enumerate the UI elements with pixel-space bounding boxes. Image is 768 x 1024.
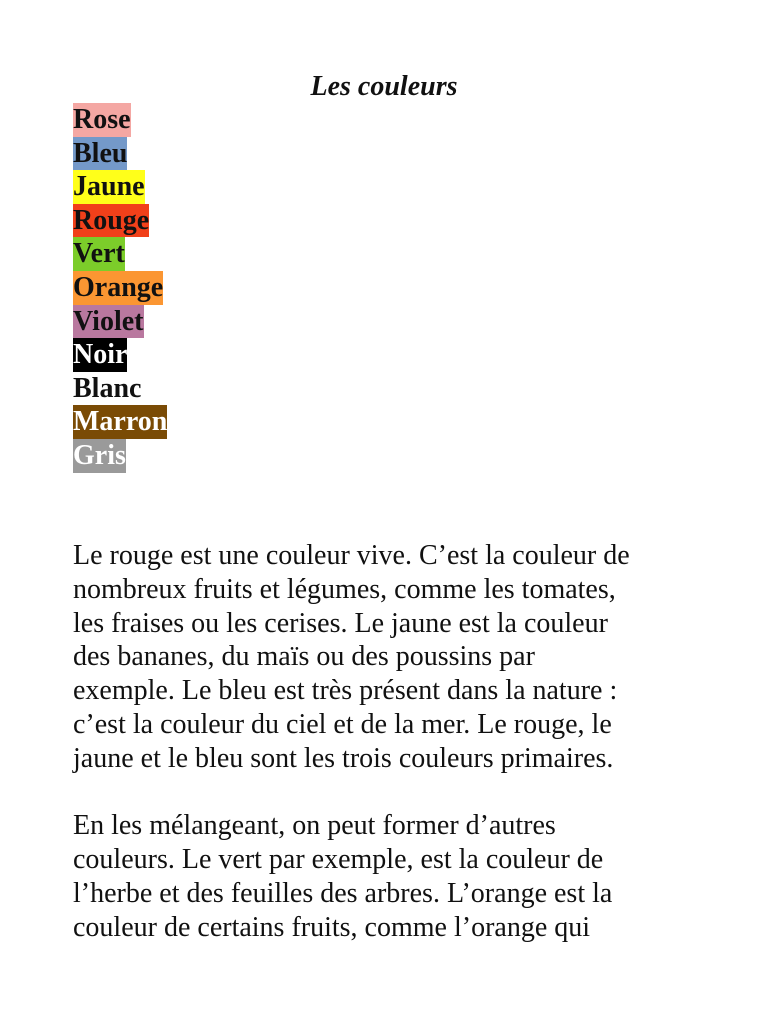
paragraph-mixed-colors: En les mélangeant, on peut former d’autres couleurs. Le vert par exemple, est la couleur de l’herbe et des feuilles des arbres. L’orange est la couleur de certains fruits, comme l’orange qui xyxy=(73,810,613,943)
color-list-item xyxy=(73,103,167,137)
body-text xyxy=(73,539,703,978)
color-word-jaune: Jaune xyxy=(73,171,145,203)
color-word-list xyxy=(73,103,167,473)
color-word-rouge: Rouge xyxy=(73,204,150,236)
color-list-item xyxy=(73,237,167,271)
color-word-vert: Vert xyxy=(73,238,125,270)
color-word-orange: Orange xyxy=(73,271,164,303)
color-list-item xyxy=(73,305,167,339)
color-list-item xyxy=(73,204,167,238)
color-word-marron: Marron xyxy=(73,406,168,438)
color-word-noir: Noir xyxy=(73,339,128,371)
color-word-violet: Violet xyxy=(73,305,144,337)
color-list-item xyxy=(73,372,167,406)
document-title: Les couleurs xyxy=(310,71,458,102)
color-word-bleu: Bleu xyxy=(73,137,128,169)
color-list-item xyxy=(73,170,167,204)
color-list-item xyxy=(73,338,167,372)
color-list-item xyxy=(73,439,167,473)
color-list-item xyxy=(73,405,167,439)
color-word-blanc: Blanc xyxy=(73,372,142,404)
color-word-gris: Gris xyxy=(73,439,126,471)
color-list-item xyxy=(73,137,167,171)
color-word-rose: Rose xyxy=(73,104,131,135)
color-list-item xyxy=(73,271,167,305)
paragraph-primary-colors: Le rouge est une couleur vive. C’est la couleur de nombreux fruits et légumes, comme les tomates, les fraises ou les cerises. Le jaune est la couleur des bananes, du maïs ou des poussins par exemple. Le bleu est très présent dans la nature : c’est la couleur du ciel et de la mer. Le rouge, le jaune et le bleu sont les trois couleurs primaires. xyxy=(73,540,630,774)
